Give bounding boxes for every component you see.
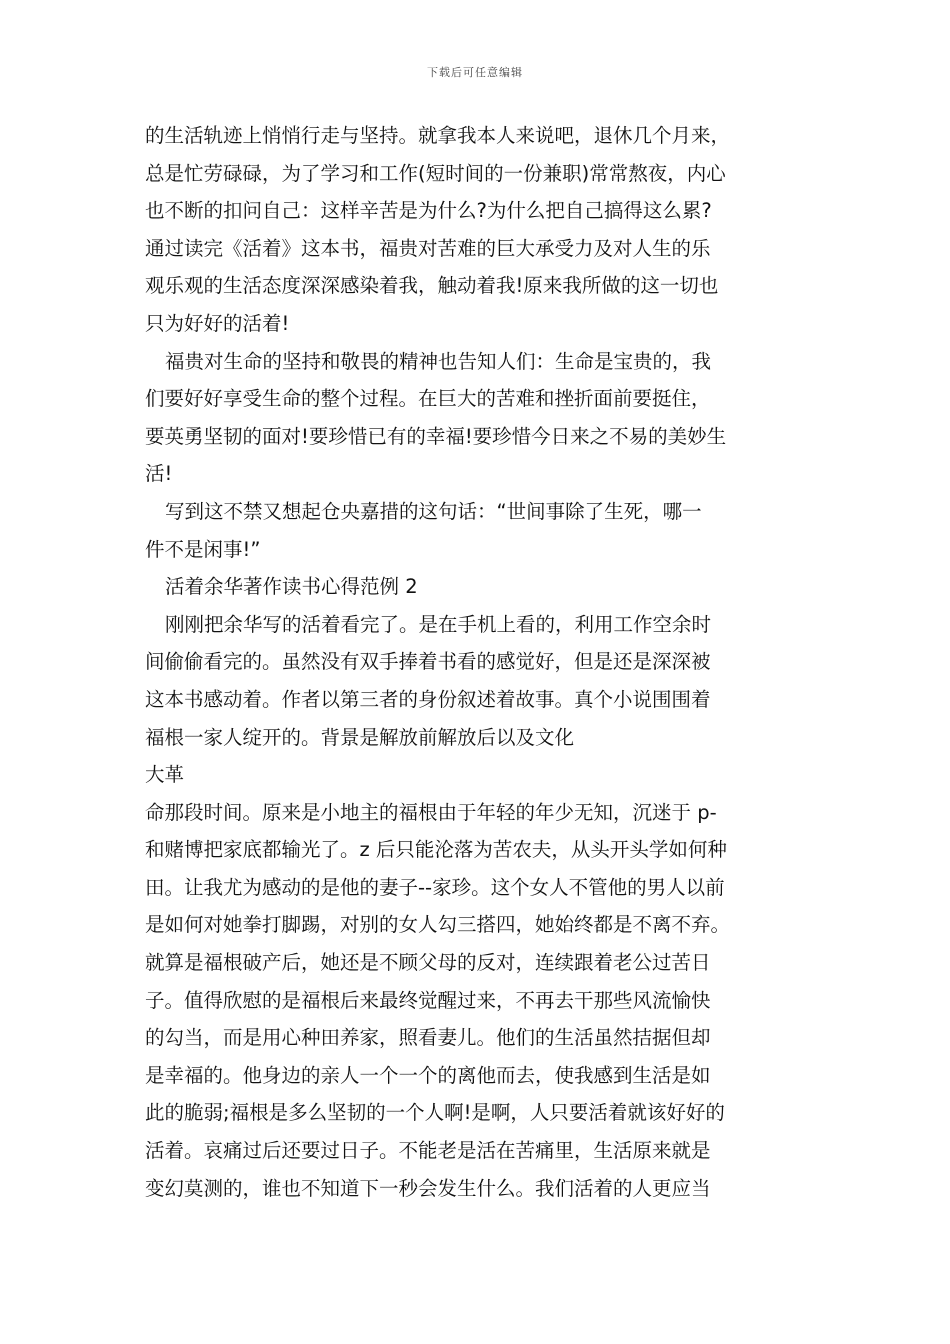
text-line: 命那段时间。原来是小地主的福根由于年轻的年少无知，沉迷于 p- [145, 800, 717, 824]
text-line: 只为好好的活着! [145, 311, 290, 335]
text-line: 是幸福的。他身边的亲人一个一个的离他而去，使我感到生活是如 [145, 1063, 711, 1087]
paragraph-start-line: 刚刚把余华写的活着看完了。是在手机上看的，利用工作空余时 [165, 612, 712, 636]
text-line: 总是忙劳碌碌，为了学习和工作(短时间的一份兼职)常常熬夜，内心 [145, 161, 726, 185]
text-line: 要英勇坚韧的面对!要珍惜已有的幸福!要珍惜今日来之不易的美妙生 [145, 424, 727, 448]
text-line: 活! [145, 462, 173, 486]
text-line: 和赌博把家底都输光了。z 后只能沦落为苦农夫，从头开头学如何种 [145, 838, 727, 862]
text-line: 的生活轨迹上悄悄行走与坚持。就拿我本人来说吧，退休几个月来， [145, 124, 731, 147]
article-body [145, 117, 815, 1207]
text-line: 大革 [145, 763, 185, 787]
text-line: 就算是福根破产后，她还是不顾父母的反对，连续跟着老公过苦日 [145, 951, 711, 975]
text-line: 福根一家人绽开的。背景是解放前解放后以及文化 [145, 725, 575, 749]
text-line: 是如何对她拳打脚踢，对别的女人勾三搭四，她始终都是不离不弃。 [145, 913, 731, 937]
text-line: 间偷偷看完的。虽然没有双手捧着书看的感觉好，但是还是深深被 [145, 650, 711, 674]
section-heading: 活着余华著作读书心得范例 2 [165, 575, 418, 599]
header-note: 下载后可任意编辑 [427, 66, 523, 79]
text-line: 变幻莫测的，谁也不知道下一秒会发生什么。我们活着的人更应当 [145, 1176, 711, 1200]
text-line: 观乐观的生活态度深深感染着我，触动着我!原来我所做的这一切也 [145, 274, 719, 298]
text-line: 件不是闲事!” [145, 537, 261, 561]
paragraph-start-line: 写到这不禁又想起仓央嘉措的这句话：“世间事除了生死，哪一 [165, 499, 702, 523]
text-line: 的勾当，而是用心种田养家，照看妻儿。他们的生活虽然拮据但却 [145, 1026, 711, 1050]
text-line: 此的脆弱;福根是多么坚韧的一个人啊!是啊，人只要活着就该好好的 [145, 1101, 725, 1125]
text-line: 活着。哀痛过后还要过日子。不能老是活在苦痛里，生活原来就是 [145, 1139, 711, 1163]
text-line: 们要好好享受生命的整个过程。在巨大的苦难和挫折面前要挺住， [145, 387, 711, 411]
text-line: 通过读完《活着》这本书，福贵对苦难的巨大承受力及对人生的乐 [145, 236, 711, 260]
text-line: 这本书感动着。作者以第三者的身份叙述着故事。真个小说围围着 [145, 687, 711, 711]
text-line: 田。让我尤为感动的是他的妻子--家珍。这个女人不管他的男人以前 [145, 875, 725, 899]
text-line: 子。值得欣慰的是福根后来最终觉醒过来，不再去干那些风流愉快 [145, 988, 711, 1012]
paragraph-start-line: 福贵对生命的坚持和敬畏的精神也告知人们：生命是宝贵的，我 [165, 349, 712, 373]
text-line: 也不断的扣问自己：这样辛苦是为什么?为什么把自己搞得这么累? [145, 199, 712, 223]
